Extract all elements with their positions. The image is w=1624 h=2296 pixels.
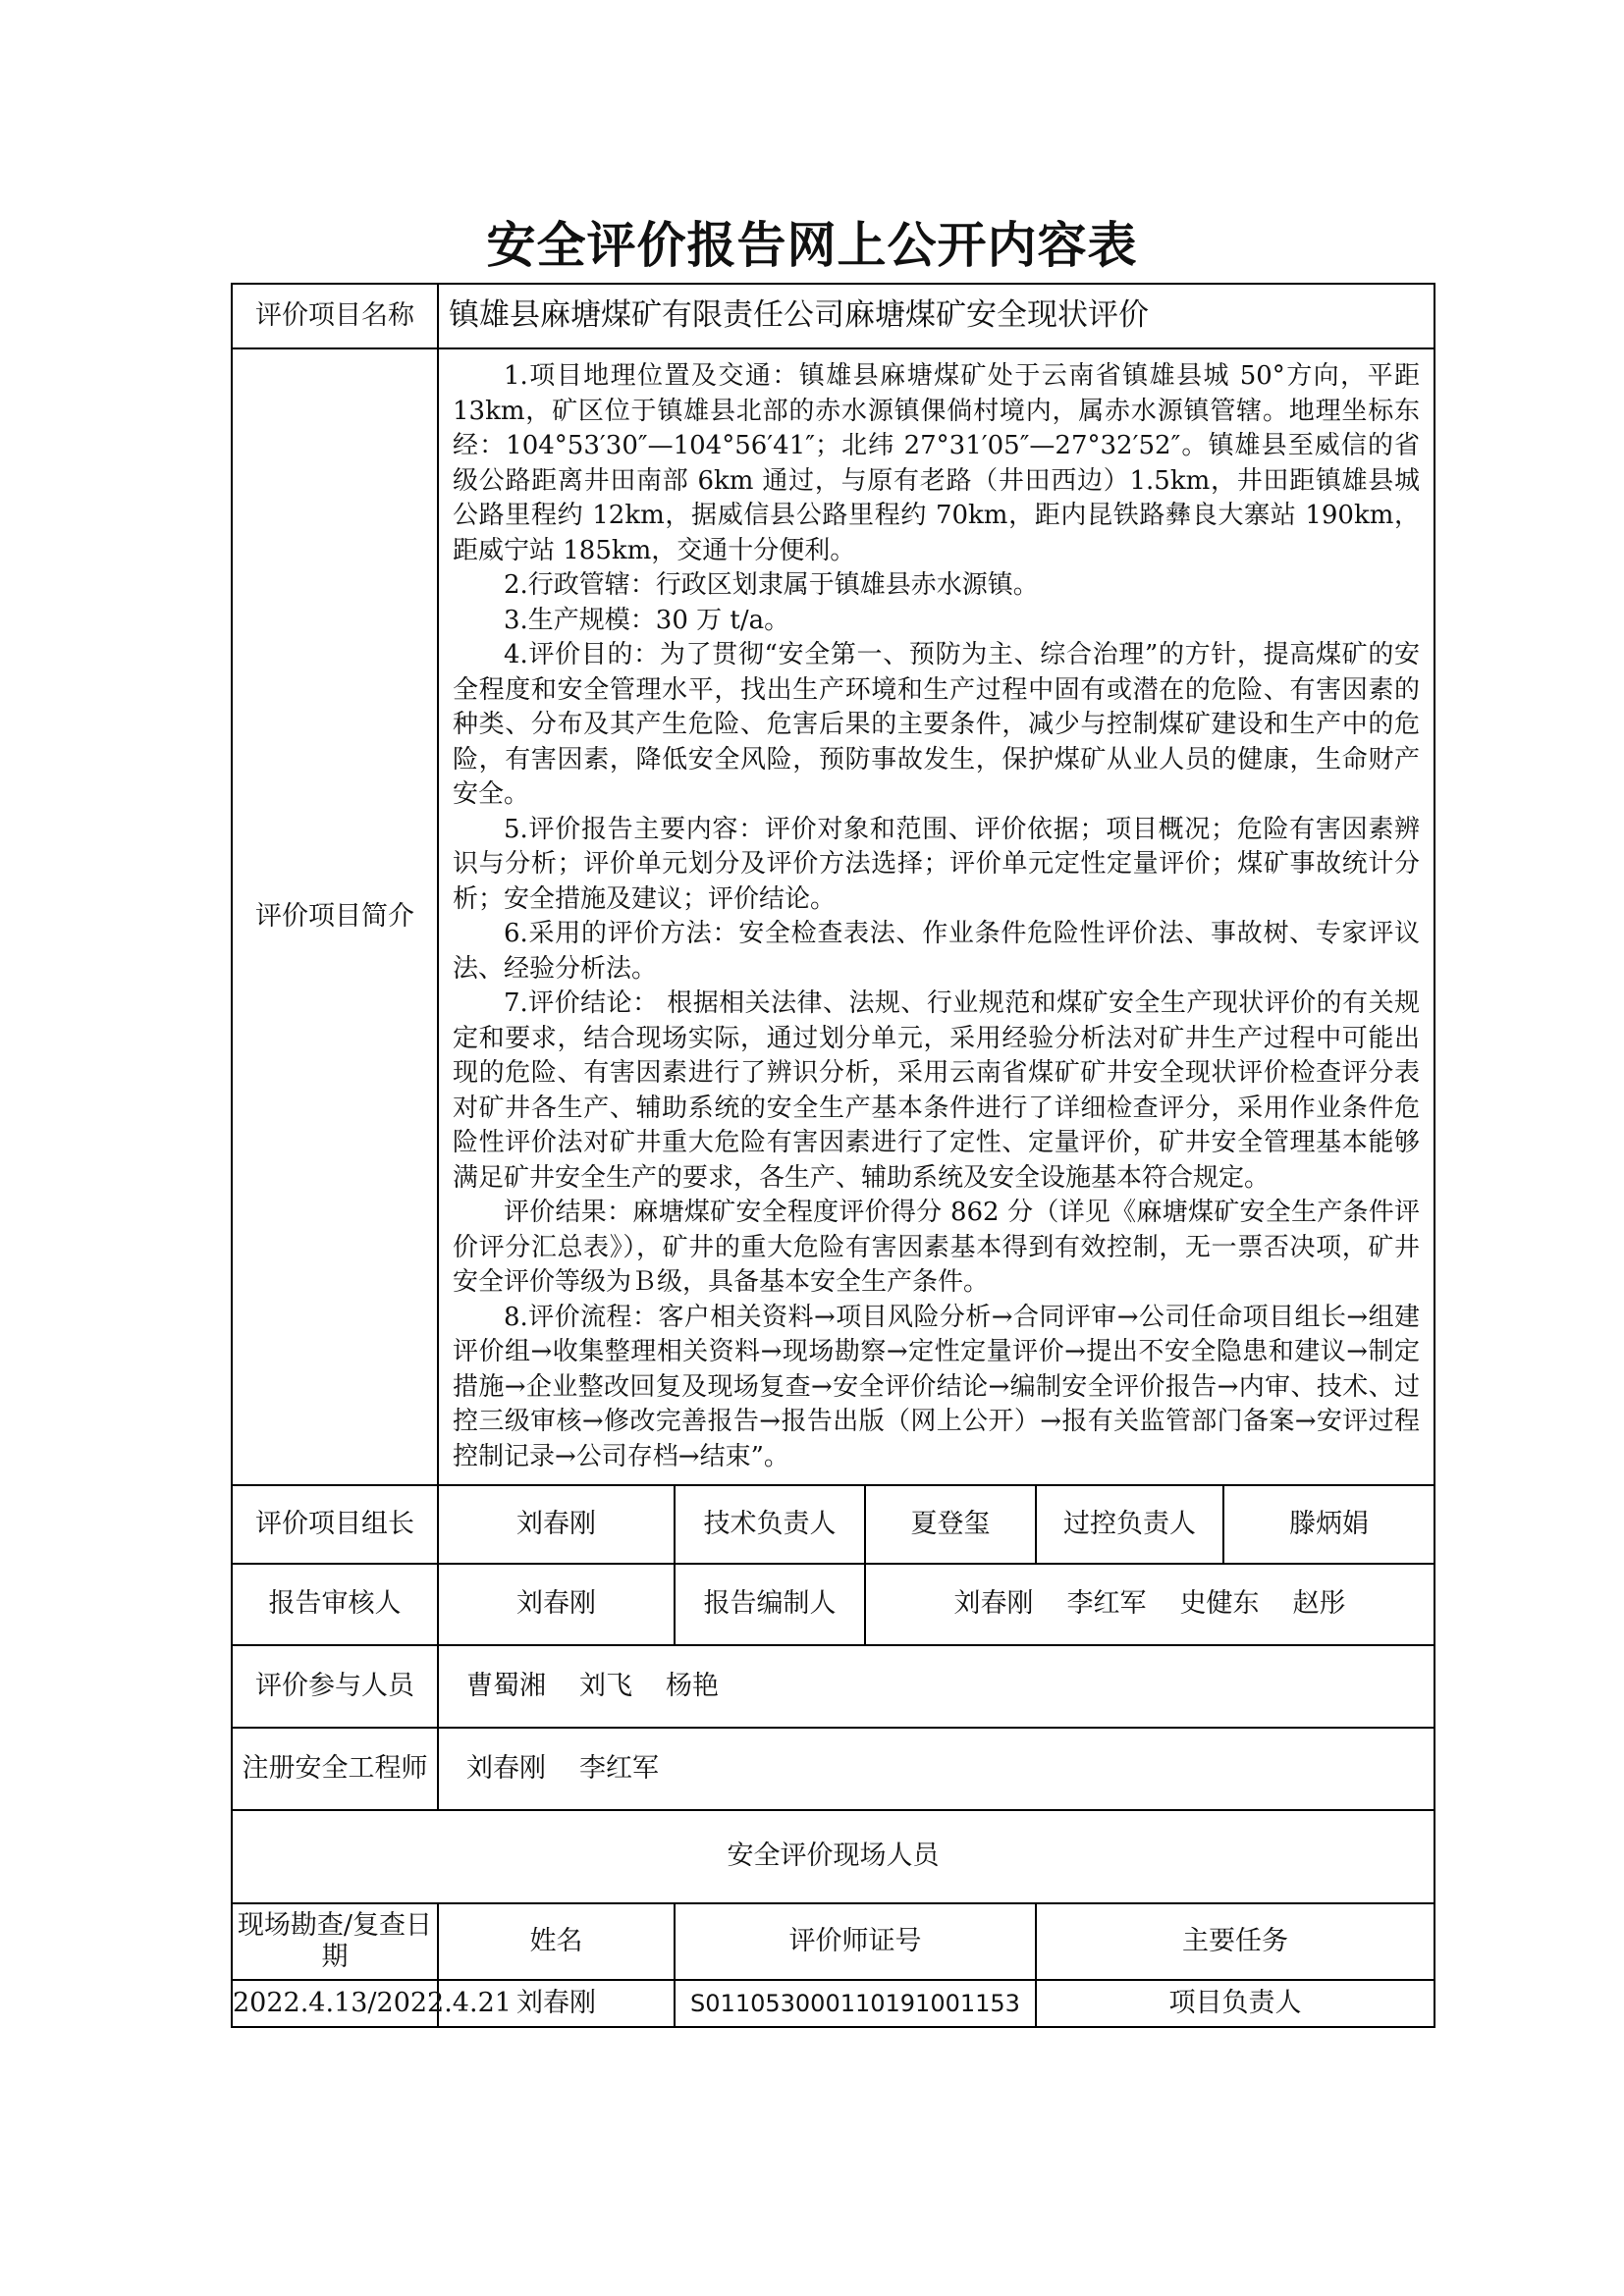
compiler-names: [865, 1564, 1435, 1645]
leader-row: [232, 1485, 1435, 1564]
engineers-row: [232, 1728, 1435, 1810]
col-date: 现场勘查/复查日期: [232, 1903, 438, 1980]
page-title: 安全评价报告网上公开内容表: [486, 217, 1138, 274]
engineers-names: [438, 1728, 1435, 1810]
tech-label: 技术负责人: [675, 1485, 865, 1564]
onsite-header-row: [232, 1810, 1435, 1903]
compiler-name: 刘春刚: [953, 1588, 1034, 1620]
col-name: 姓名: [438, 1903, 675, 1980]
leader-value: 刘春刚: [438, 1485, 675, 1564]
reviewer-label: 报告审核人: [232, 1564, 438, 1645]
intro-paragraph-6: 6.采用的评价方法：安全检查表法、作业条件危险性评价法、事故树、专家评议法、经验分析法。: [453, 919, 1421, 984]
col-cert: 评价师证号: [675, 1903, 1036, 1980]
leader-label: 评价项目组长: [232, 1485, 438, 1564]
onsite-name: 刘春刚: [438, 1980, 675, 2027]
onsite-header: 安全评价现场人员: [232, 1810, 1435, 1903]
project-name-row: [232, 284, 1435, 348]
intro-paragraph-2: 2.行政管辖：行政区划隶属于镇雄县赤水源镇。: [504, 570, 1039, 600]
compiler-name: 赵彤: [1292, 1588, 1346, 1620]
project-name-label: 评价项目名称: [232, 284, 438, 348]
intro-paragraph-1: 1.项目地理位置及交通：镇雄县麻塘煤矿处于云南省镇雄县城 50°方向，平距 13km，矿区位于镇雄县北部的赤水源镇倮倘村境内，属赤水源镇管辖。地理坐标东经：104°53′30″—104°56′41″；北纬 27°31′05″—27°32′52″。镇雄县至威信的省级公路距离井田南部 6km 通过，与原有老路（井田西边）1.5km，井田距镇雄县城公路里程约 12km，据威信县公路里程约 70km，距内昆铁路彝良大寨站 190km，距威宁站 185km，交通十分便利。: [453, 361, 1421, 565]
compiler-label: 报告编制人: [675, 1564, 865, 1645]
project-name-value: 镇雄县麻塘煤矿有限责任公司麻塘煤矿安全现状评价: [438, 284, 1435, 348]
compiler-name: 李红军: [1066, 1588, 1147, 1620]
participants-row: [232, 1645, 1435, 1728]
control-label: 过控负责人: [1036, 1485, 1223, 1564]
intro-paragraph-7: 7.评价结论： 根据相关法律、法规、行业规范和煤矿安全生产现状评价的有关规定和要求，结合现场实际，通过划分单元，采用经验分析法对矿井生产过程中可能出现的危险、有害因素进行了辨识分析，采用云南省煤矿矿井安全现状评价检查评分表对矿井各生产、辅助系统的安全生产基本条件进行了详细检查评分，采用作业条件危险性评价法对矿井重大危险有害因素进行了定性、定量评价，矿井安全管理基本能够满足矿井安全生产的要求，各生产、辅助系统及安全设施基本符合规定。: [453, 988, 1421, 1193]
control-value: 滕炳娟: [1223, 1485, 1435, 1564]
engineer-name: 李红军: [579, 1752, 659, 1784]
reviewer-value: 刘春刚: [438, 1564, 675, 1645]
onsite-cert: S011053000110191001153: [675, 1980, 1036, 2027]
tech-value: 夏登玺: [865, 1485, 1036, 1564]
intro-label: 评价项目简介: [232, 348, 438, 1485]
intro-paragraph-4: 4.评价目的：为了贯彻“安全第一、预防为主、综合治理”的方针，提高煤矿的安全程度和安全管理水平，找出生产环境和生产过程中固有或潜在的危险、有害因素的种类、分布及其产生危险、危害后果的主要条件，减少与控制煤矿建设和生产中的危险，有害因素，降低安全风险，预防事故发生，保护煤矿从业人员的健康，生命财产安全。: [453, 640, 1421, 809]
participants-names: [438, 1645, 1435, 1728]
intro-paragraph-result: 评价结果：麻塘煤矿安全程度评价得分 862 分（详见《麻塘煤矿安全生产条件评价评分汇总表》），矿井的重大危险有害因素基本得到有效控制，无一票否决项，矿井安全评价等级为Ｂ级，具备基本安全生产条件。: [453, 1198, 1421, 1297]
disclosure-table: [231, 283, 1435, 2028]
engineers-label: 注册安全工程师: [232, 1728, 438, 1810]
reviewer-row: [232, 1564, 1435, 1645]
onsite-date: 2022.4.13/2022.4.21: [232, 1980, 438, 2027]
intro-paragraph-5: 5.评价报告主要内容：评价对象和范围、评价依据；项目概况；危险有害因素辨识与分析；评价单元划分及评价方法选择；评价单元定性定量评价；煤矿事故统计分析；安全措施及建议；评价结论。: [453, 814, 1421, 914]
col-task: 主要任务: [1036, 1903, 1435, 1980]
intro-content: [438, 348, 1435, 1485]
onsite-columns-row: [232, 1903, 1435, 1980]
compiler-name: 史健东: [1179, 1588, 1260, 1620]
intro-paragraph-3: 3.生产规模：30 万 t/a。: [504, 605, 790, 635]
table-row: [232, 1980, 1435, 2027]
onsite-task: 项目负责人: [1036, 1980, 1435, 2027]
participant-name: 杨艳: [666, 1670, 719, 1701]
participant-name: 刘飞: [579, 1670, 632, 1701]
participant-name: 曹蜀湘: [466, 1670, 546, 1701]
intro-row: [232, 348, 1435, 1485]
engineer-name: 刘春刚: [466, 1752, 546, 1784]
intro-paragraph-8: 8.评价流程：客户相关资料→项目风险分析→合同评审→公司任命项目组长→组建评价组→收集整理相关资料→现场勘察→定性定量评价→提出不安全隐患和建议→制定措施→企业整改回复及现场复查→安全评价结论→编制安全评价报告→内审、技术、过控三级审核→修改完善报告→报告出版（网上公开）→报有关监管部门备案→安评过程控制记录→公司存档→结束”。: [453, 1302, 1421, 1471]
participants-label: 评价参与人员: [232, 1645, 438, 1728]
